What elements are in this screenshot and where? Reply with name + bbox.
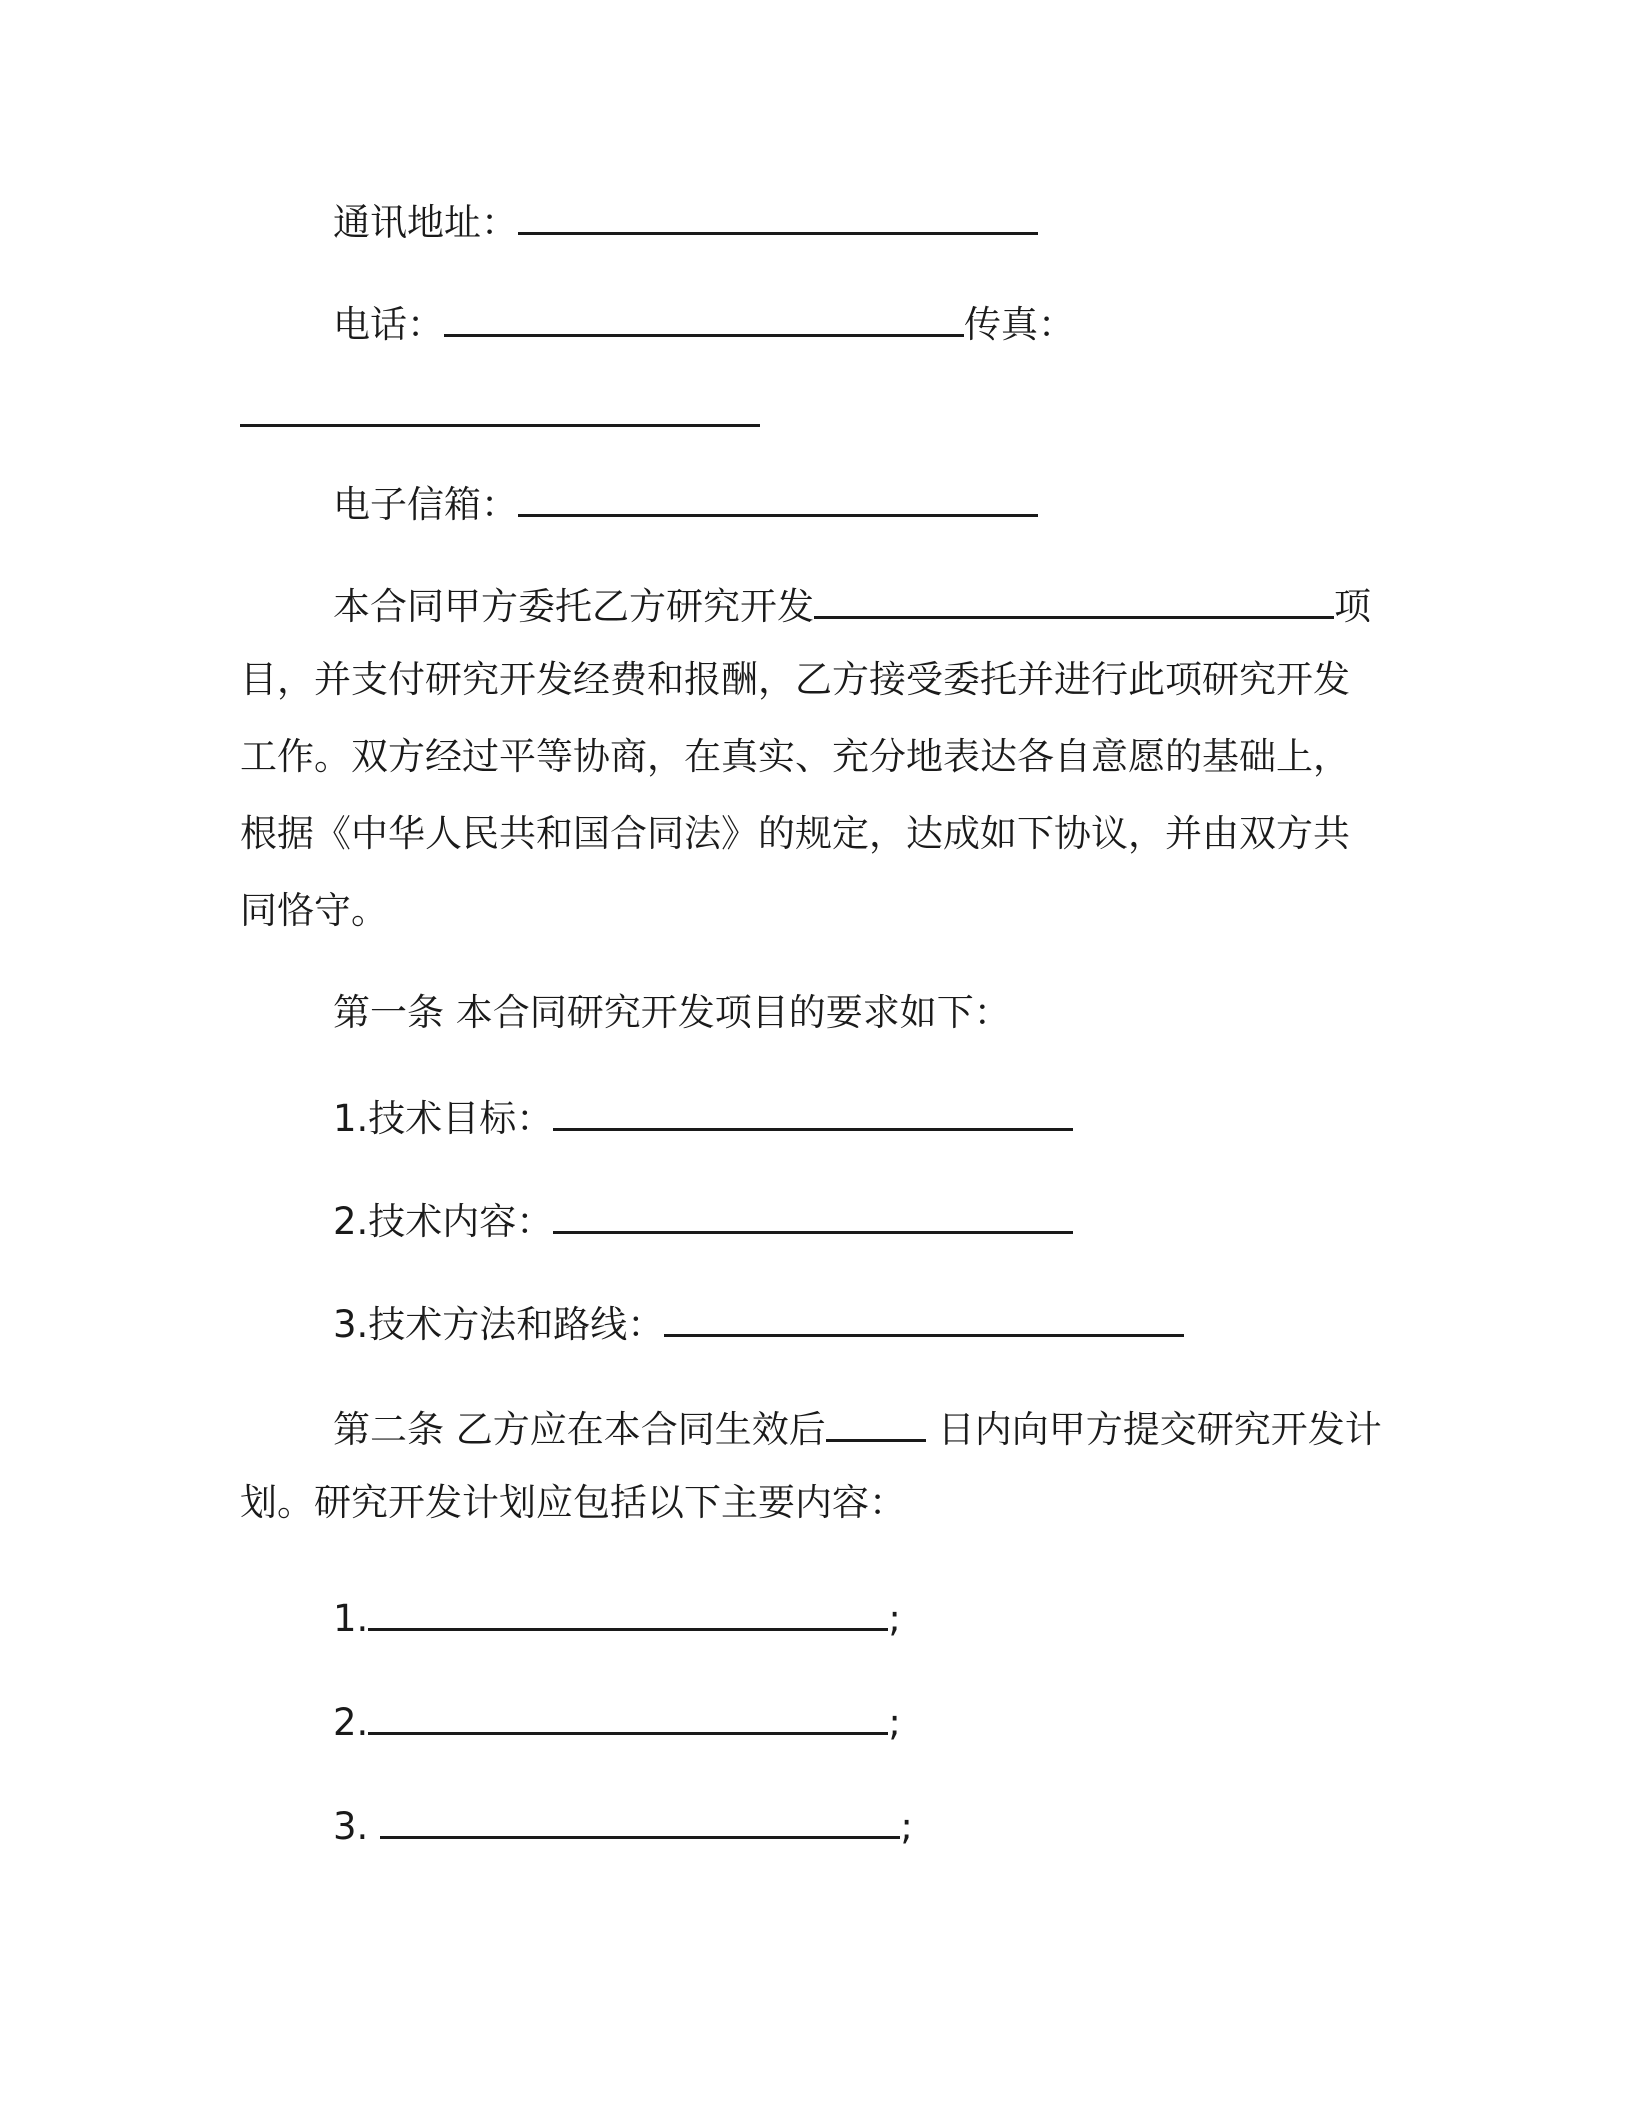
plan-item-end: ; [900,1805,913,1848]
article1-heading: 第一条 本合同研究开发项目的要求如下： [333,991,1011,1034]
intro-line-5: 同恪守。 [240,889,388,932]
article1-item-2 [333,1195,1073,1245]
plan-item-number: 3. [333,1805,369,1848]
plan-item-1 [333,1592,901,1642]
tech-method-label: 3.技术方法和路线： [333,1303,665,1346]
intro-line-4: 根据《中华人民共和国合同法》的规定，达成如下协议，并由双方共 [240,812,1350,855]
days-blank[interactable] [826,1403,926,1442]
fax-label: 传真： [964,303,1075,346]
article2-line-1 [333,1403,1382,1453]
fax-line [240,388,760,438]
phone-fax-line [333,298,1075,348]
plan-item-3 [333,1800,913,1850]
plan-item-blank[interactable] [368,1696,888,1735]
email-line [333,478,1038,528]
tech-content-label: 2.技术内容： [333,1200,554,1243]
phone-label: 电话： [333,303,444,346]
email-label: 电子信箱： [333,483,518,526]
article2-prefix: 第二条 乙方应在本合同生效后 [333,1408,826,1451]
project-name-blank[interactable] [814,580,1334,619]
plan-item-end: ; [888,1597,901,1640]
tech-goal-label: 1.技术目标： [333,1097,554,1140]
plan-item-blank[interactable] [380,1800,900,1839]
article1-item-3 [333,1298,1184,1348]
tech-content-blank[interactable] [553,1195,1073,1234]
email-blank[interactable] [518,478,1038,517]
intro-line-2: 目，并支付研究开发经费和报酬，乙方接受委托并进行此项研究开发 [240,658,1350,701]
plan-item-blank[interactable] [368,1592,888,1631]
tech-method-blank[interactable] [664,1298,1184,1337]
article1-item-1 [333,1092,1073,1142]
address-blank[interactable] [518,196,1038,235]
phone-blank[interactable] [444,298,964,337]
intro-line-1 [333,580,1371,630]
article2-suffix: 日内向甲方提交研究开发计 [937,1408,1382,1451]
intro-prefix: 本合同甲方委托乙方研究开发 [333,585,814,628]
plan-item-number: 1. [333,1597,369,1640]
tech-goal-blank[interactable] [553,1092,1073,1131]
fax-blank[interactable] [240,388,760,427]
intro-line-3: 工作。双方经过平等协商，在真实、充分地表达各自意愿的基础上， [240,735,1350,778]
intro-suffix: 项 [1334,585,1371,628]
address-label: 通讯地址： [333,201,518,244]
address-line [333,196,1038,246]
plan-item-end: ; [888,1701,901,1744]
plan-item-number: 2. [333,1701,369,1744]
plan-item-2 [333,1696,901,1746]
article2-line-2: 划。研究开发计划应包括以下主要内容： [240,1481,906,1524]
